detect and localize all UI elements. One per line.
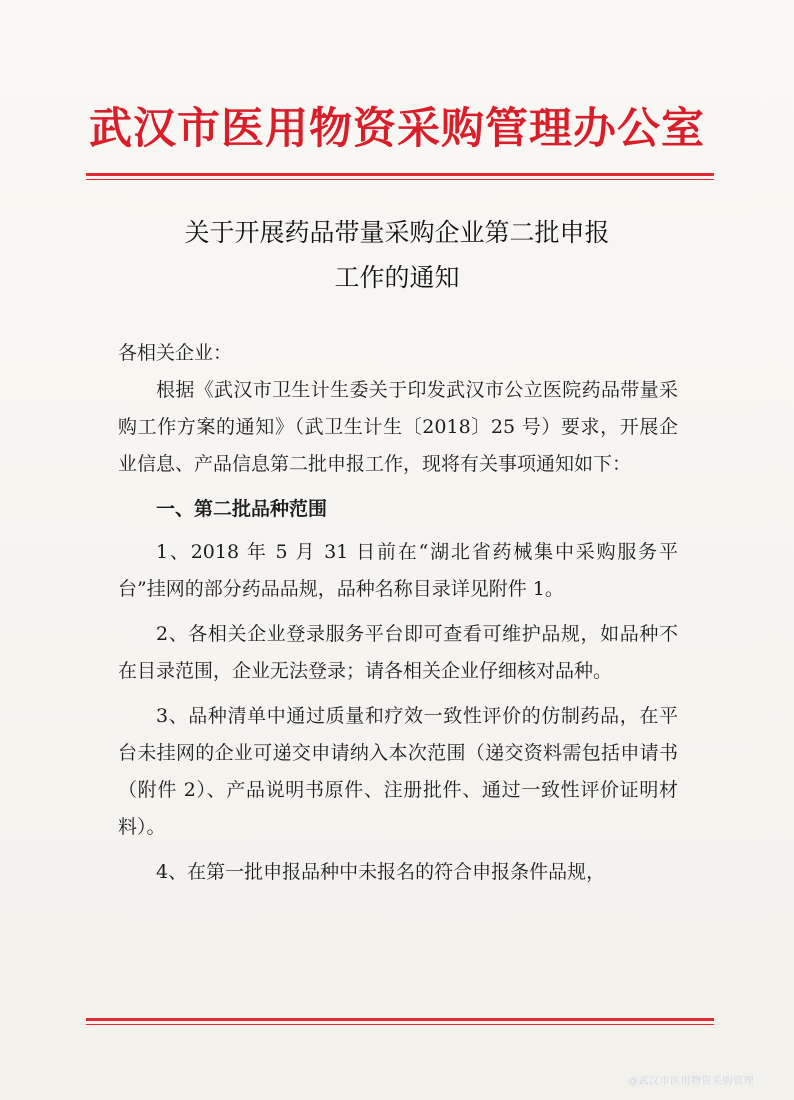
document-title-line2: 工作的通知 bbox=[334, 263, 460, 292]
list-item: 1、2018 年 5 月 31 日前在“湖北省药械集中采购服务平台”挂网的部分药品品规，品种名称目录详见附件 1。 bbox=[118, 541, 678, 600]
watermark-text: @武汉市医用物资采购管理 bbox=[628, 1076, 754, 1087]
section-heading: 一、第二批品种范围 bbox=[156, 498, 328, 520]
header-rule-thin bbox=[86, 179, 714, 180]
organization-title: 武汉市医用物资采购管理办公室 bbox=[89, 104, 705, 154]
document-title-line1: 关于开展药品带量采购企业第二批申报 bbox=[184, 218, 610, 247]
footer-rule-thick bbox=[86, 1018, 714, 1021]
list-item: 2、各相关企业登录服务平台即可查看可维护品规，如品种不在目录范围，企业无法登录；请各相关企业仔细核对品种。 bbox=[118, 623, 678, 682]
intro-paragraph: 根据《武汉市卫生计生委关于印发武汉市公立医院药品带量采购工作方案的通知》（武卫生计生〔2018〕25 号）要求，开展企业信息、产品信息第二批申报工作，现将有关事项通知如下： bbox=[118, 379, 678, 475]
header-rule-thick bbox=[86, 173, 714, 176]
footer-rule-thin bbox=[86, 1024, 714, 1025]
list-item: 4、在第一批申报品种中未报名的符合申报条件品规， bbox=[156, 861, 606, 883]
document-body bbox=[118, 335, 678, 891]
salutation: 各相关企业： bbox=[118, 342, 233, 364]
list-item: 3、品种清单中通过质量和疗效一致性评价的仿制药品，在平台未挂网的企业可递交申请纳入本次范围（递交资料需包括申请书（附件 2）、产品说明书原件、注册批件、通过一致性评价证明材料）。 bbox=[118, 705, 678, 838]
